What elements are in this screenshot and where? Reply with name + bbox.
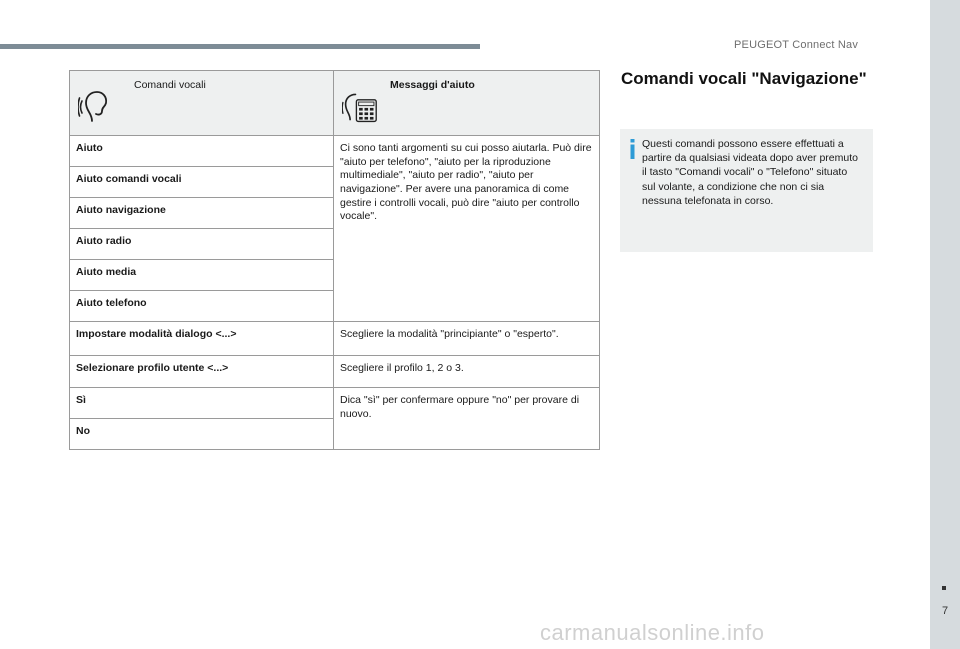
header-rule	[0, 44, 480, 49]
header-cell-voice	[70, 71, 334, 136]
watermark: carmanualsonline.info	[540, 620, 765, 645]
command-cell: No	[70, 419, 334, 450]
header-cell-help	[334, 71, 600, 136]
command-cell: Aiuto	[70, 136, 334, 167]
response-cell: Dica "sì" per confermare oppure "no" per provare di nuovo.	[334, 388, 600, 450]
section-title: Comandi vocali "Navigazione"	[621, 69, 867, 88]
command-cell: Selezionare profilo utente <...>	[70, 356, 334, 388]
response-cell: Scegliere la modalità "principiante" o "esperto".	[334, 322, 600, 356]
command-cell: Aiuto radio	[70, 229, 334, 260]
command-cell: Aiuto media	[70, 260, 334, 291]
info-text: Questi comandi possono essere effettuati a partire da qualsiasi videata dopo aver premuto il tasto "Comandi vocali" o "Telefono" situato sul volante, a condizione che non ci sia nessuna telefonata in corso.	[642, 138, 858, 207]
response-cell: Scegliere il profilo 1, 2 o 3.	[334, 356, 600, 388]
brand-title: PEUGEOT Connect Nav	[734, 39, 859, 51]
header-label-help: Messaggi d'aiuto	[390, 79, 475, 91]
side-strip	[930, 0, 960, 649]
voice-commands-table	[69, 70, 600, 450]
command-cell: Aiuto telefono	[70, 291, 334, 322]
command-cell: Aiuto navigazione	[70, 198, 334, 229]
page-number: 7	[941, 605, 949, 617]
header-label-voice: Comandi vocali	[134, 79, 206, 91]
info-box	[620, 129, 873, 252]
response-cell: Ci sono tanti argomenti su cui posso aiutarla. Può dire "aiuto per telefono", "aiuto per la riproduzione multimediale", "aiuto per radio", "aiuto per navigazione". Per avere una panoramica di come gestire i controlli vocali, può dire "aiuto per controllo vocale".	[334, 136, 600, 322]
command-cell: Aiuto comandi vocali	[70, 167, 334, 198]
info-icon	[628, 139, 637, 159]
voice-command-icon	[78, 87, 114, 127]
page-marker-dot	[942, 586, 946, 590]
command-cell: Sì	[70, 388, 334, 419]
voice-phone-keypad-icon	[342, 87, 378, 127]
command-cell: Impostare modalità dialogo <...>	[70, 322, 334, 356]
